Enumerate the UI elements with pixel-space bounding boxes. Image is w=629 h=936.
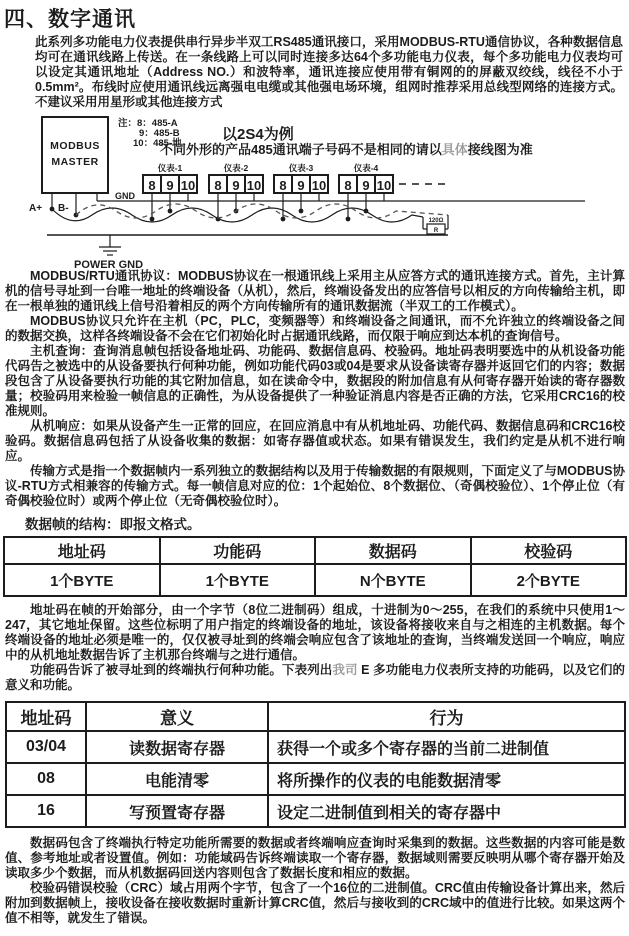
meter-3-label: 仪表-3: [288, 163, 314, 173]
power-ground: [47, 235, 448, 269]
note-line-1: 注：8：485-A: [118, 118, 178, 129]
meter-4-terminal-8: 8: [344, 178, 352, 193]
gnd-label: GND: [115, 191, 135, 201]
meter-1-terminal-9: 9: [166, 178, 174, 193]
resistor-value: 120Ω: [428, 218, 444, 224]
paragraph-address-code: 地址码在帧的开始部分，由一个字节（8位二进制码）组成，十进制为0～255，在我们的系统中只使用1～247，其它地址保留。这些位标明了用户指定的终端设备的地址，该设备将接收来自与之相连的主机数据。每个终端设备的地址必须是唯一的，仅仅被寻址到的终端会响应包含了该地址的查询，当终端发送回一个响应，响应中的从机地址数据告诉了主机那台终端与之进行通信。: [5, 603, 625, 662]
frame-header-address: 地址码: [4, 537, 160, 564]
func-code-cell: 03/04: [6, 731, 86, 763]
func-meaning-cell: 电能清零: [86, 763, 268, 795]
frame-structure-table: [3, 536, 627, 597]
meter-1-terminal-8: 8: [148, 178, 156, 193]
paragraph-transmission-mode: 传输方式是指一个数据帧内一系列独立的数据结构以及用于传输数据的有限规则，下面定义了与MODBUS协议-RTU方式相兼容的传输方式。每一帧信息对应的位：1个起始位、8个数据位、（奇偶校验位）、1个停止位（有奇偶校验位时）或两个停止位（无奇偶校验位时）。: [5, 464, 625, 508]
example-title: 以2S4为例: [222, 126, 294, 143]
meter-2-terminal-10: 10: [246, 178, 262, 193]
note-line-2: 9：485-B: [139, 128, 180, 139]
func-behavior-cell: 获得一个或多个寄存器的当前二进制值: [268, 731, 625, 763]
function-table-row: [6, 795, 625, 827]
meter-3-terminal-10: 10: [311, 178, 327, 193]
func-behavior-cell: 设定二进制值到相关的寄存器中: [268, 795, 625, 827]
meter-4-terminal-10: 10: [376, 178, 392, 193]
paragraph-function-code: [5, 663, 625, 693]
page-title: 四、数字通讯: [4, 8, 136, 31]
note-line-3: 10：485-地: [133, 138, 182, 149]
meter-2-terminal-8: 8: [214, 178, 222, 193]
frame-value-address: 1个BYTE: [4, 564, 160, 596]
frame-value-function: 1个BYTE: [160, 564, 316, 596]
function-table-row: [6, 763, 625, 795]
paragraph-crc-check: 校验码错误校验（CRC）域占用两个字节，包含了一个16位的二进制值。CRC值由传输设备计算出来，然后附加到数据帧上，接收设备在接收数据时重新计算CRC值，然后与接收到的CRC域中的值进行比较。如果这两个值不相等，就发生了错误。: [5, 881, 625, 925]
meter-4-label: 仪表-4: [353, 163, 379, 173]
terminal-a-label: A+: [29, 203, 43, 214]
function-code-text-end: E 多功能电力仪表所支持的功能码，以及它们的意义和功能。: [5, 663, 625, 692]
func-header-meaning: 意义: [86, 702, 268, 731]
meter-3-terminal-8: 8: [279, 178, 287, 193]
paragraph-slave-response: 从机响应：如果从设备产生一正常的回应，在回应消息中有从机地址码、功能代码、数据信息码和CRC16校验码。数据信息码包括了从设备收集的数据：如寄存器值或状态。如果有错误发生，我们约定是从机不进行响应。: [5, 419, 625, 463]
power-gnd-label: POWER GND: [74, 259, 144, 269]
twisted-pair-wires: [52, 204, 448, 222]
wiring-diagram: [0, 111, 629, 269]
paragraph-master-slave: MODBUS协议只允许在主机（PC，PLC，变频器等）和终端设备之间通讯，而不允许独立的终端设备之间的数据交换，这样各终端设备不会在它们初始化时占据通讯线路，而仅限于响应到达本机的查询信号。: [5, 314, 625, 343]
function-code-table: [5, 701, 626, 828]
paragraph-host-query: 主机查询：查询消息帧包括设备地址码、功能码、数据信息码、校验码。地址码表明要选中的从机设备功能代码告之被选中的从设备要执行何种功能，例如功能代码03或04是要求从设备读寄存器并返回它们的内容；数据段包含了从设备要执行功能的其它附加信息，如在读命令中，数据段的附加信息有从何寄存器开始读的寄存器数量；校验码用来检验一帧信息的正确性，为从设备提供了一种验证消息内容是否正确的方法，它采用CRC16的校准规则。: [5, 344, 625, 418]
func-code-cell: 16: [6, 795, 86, 827]
meter-1-label: 仪表-1: [157, 163, 183, 173]
meter-1-terminal-10: 10: [180, 178, 196, 193]
func-header-behavior: 行为: [268, 702, 625, 731]
meter-3: [274, 163, 328, 221]
paragraph-data-code: 数据码包含了终端执行特定功能所需要的数据或者终端响应查询时采集到的数据。这些数据的内容可能是数值、参考地址或者设置值。例如：功能域码告诉终端读取一个寄存器，数据域则需要反映明从哪个寄存器开始及读取多少个数据，而从机数据码回送内容则包含了数据长度和相应的数据。: [5, 836, 625, 880]
example-note: 不同外形的产品485通讯端子号码不是相同的请以具体接线图为准: [160, 142, 533, 157]
function-table-header-row: [6, 702, 625, 731]
function-table-row: [6, 731, 625, 763]
frame-table-header-row: [4, 537, 626, 564]
company-name-text: 我司: [332, 663, 358, 677]
frame-header-check: 校验码: [471, 537, 627, 564]
func-meaning-cell: 写预置寄存器: [86, 795, 268, 827]
func-header-code: 地址码: [6, 702, 86, 731]
meter-1: [143, 163, 197, 221]
frame-header-data: 数据码: [315, 537, 471, 564]
frame-value-check: 2个BYTE: [471, 564, 627, 596]
frame-table-value-row: [4, 564, 626, 596]
earth-ground-icon: [99, 235, 121, 255]
meter-4-terminal-9: 9: [362, 178, 370, 193]
master-label-2: MASTER: [51, 156, 99, 168]
frame-value-data: N个BYTE: [315, 564, 471, 596]
meter-4: [339, 163, 393, 221]
function-code-text: 功能码告诉了被寻址到的终端执行何种功能。下表列出: [30, 663, 333, 677]
func-behavior-cell: 将所操作的仪表的电能数据清零: [268, 763, 625, 795]
intro-paragraph: 此系列多功能电力仪表提供串行异步半双工RS485通讯接口，采用MODBUS-RTU通信协议，各种数据信息均可在通讯线路上传送。在一条线路上可以同时连接多达64个多功能电力仪表，每个多功能电力仪表均可以设定其通讯地址（Address NO.）和波特率，通讯连接应使用带有铜网的的屏蔽双绞线，线径不小于0.5mm²。布线时应使用通讯线远离强电电缆或其他强电场环境，组网时推荐采用总线型网络的连接方式。不建议采用用星形或其他连接方式: [35, 35, 623, 109]
frame-header-function: 功能码: [160, 537, 316, 564]
terminal-b-label: B-: [58, 203, 69, 214]
meter-2-label: 仪表-2: [223, 163, 249, 173]
wire-b: [76, 204, 448, 218]
func-code-cell: 08: [6, 763, 86, 795]
master-label-1: MODBUS: [50, 140, 100, 152]
frame-structure-heading: 数据帧的结构：即报文格式。: [25, 517, 201, 532]
modbus-master-box: [42, 117, 108, 217]
meter-2-terminal-9: 9: [232, 178, 240, 193]
resistor-name: R: [433, 228, 439, 234]
terminating-resistor: [423, 215, 448, 234]
func-meaning-cell: 读数据寄存器: [86, 731, 268, 763]
meter-3-terminal-9: 9: [297, 178, 305, 193]
paragraph-modbus-rtu-protocol: MODBUS/RTU通讯协议：MODBUS协议在一根通讯线上采用主从应答方式的通讯连接方式。首先，主计算机的信号寻址到一台唯一地址的终端设备（从机），然后，终端设备发出的应答信号以相反的方向传输给主机，即在一根单独的通讯线上信号沿着相反的两个方向传输所有的通讯数据流（半双工的工作模式）。: [5, 269, 625, 313]
